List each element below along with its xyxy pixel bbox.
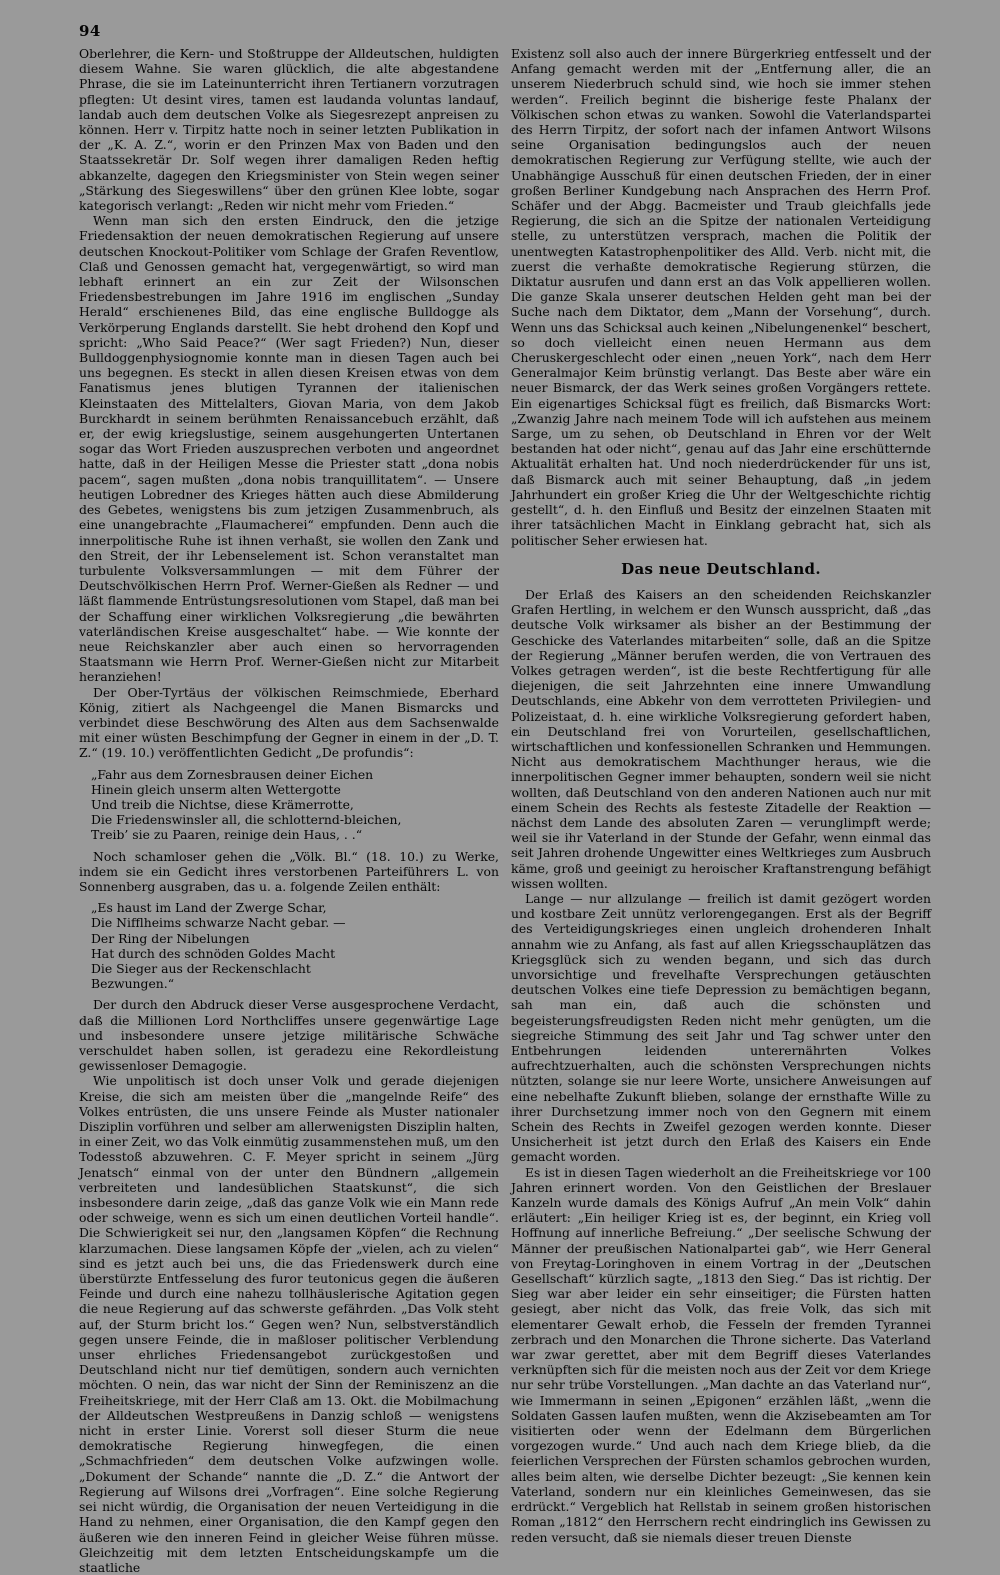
verse-line: Treib’ sie zu Paaren, reinige dein Haus, . .“: [91, 827, 363, 843]
paragraph: Wenn man sich den ersten Eindruck, den die jetzige Friedensaktion der neuen demokratischen Regierung auf unsere deutschen Knockout-Politiker vom Schlage der Grafen Reventlow, Claß und Genossen gemacht hat, vergegenwärtigt, so wird man lebhaft erinnert an ein zur Zeit der Wilsonschen Friedensbestrebungen im Jahre 1916 im englischen „Sunday Herald“ erschienenes Bild, das eine englische Bulldogge als Verkörperung Englands darstellt. Sie hebt drohend den Kopf und spricht: „Who Said Peace?“ (Wer sagt Frieden?) Nun, dieser Bulldoggenphysiognomie konnte man in diesen Tagen auch bei uns begegnen. Es steckt in allen diesen Kreisen etwas von dem Fanatismus jenes blutigen Tyrannen der italienischen Kleinstaaten des Mittelalters, Giovan Maria, von dem Jakob Burckhardt in seinem berühmten Renaissancebuch erzählt, daß er, der ewig kriegslustige, seinem ausgehungerten Untertanen sogar das Wort Frieden auszusprechen verboten und angeordnet hatte, daß in der Heiligen Messe die Priester statt „dona nobis pacem“, sagen mußten „dona nobis tranquillitatem“. — Unsere heutigen Lobredner des Krieges hätten auch diese Abmilderung des Gebetes, wenigstens bis zum jetzigen Zusammenbruch, als eine unangebrachte „Flaumacherei“ empfunden. Denn auch die innerpolitische Ruhe ist ihnen verhaßt, sie wollen den Zank und den Streit, der ihr Lebenselement ist. Schon veranstaltet man turbulente Volksversammlungen — mit dem Führer der Deutschvölkischen Herrn Prof. Werner-Gießen als Redner — und läßt flammende Entrüstungsresolutionen vom Stapel, daß man bei der Schaffung einer wirklichen Volksregierung „die bewährten vaterländischen Kreise ausgeschaltet“ habe. — Wie konnte der neue Reichskanzler aber auch einen so hervorragenden Staatsmann wie Herrn Prof. Werner-Gießen nicht zur Mitarbeit heranziehen!: [79, 213, 499, 685]
paragraph: Wie unpolitisch ist doch unser Volk und gerade diejenigen Kreise, die sich am meisten über die „mangelnde Reife“ des Volkes entrüsten, die uns unsere Feinde als Muster nationaler Disziplin vorführen und selber am allerwenigsten Disziplin halten, in einer Zeit, wo das Volk einmütig zusammenstehen muß, um den Todesstoß abzuwehren. C. F. Meyer spricht in seinem „Jürg Jenatsch“ einmal von der unter den Bündnern „allgemein verbreiteten und landesüblichen Staatskunst“, die sich insbesondere darin zeige, „daß das ganze Volk wie ein Mann rede oder schweige, wenn es sich um einen deutlichen Vorteil handle“. Die Schwierigkeit sei nur, den „langsamen Köpfen“ die Rechnung klarzumachen. Diese langsamen Köpfe der „vielen, ach zu vielen“ sind es jetzt auch bei uns, die das Friedenswerk durch eine überstürzte Entfesselung des furor teutonicus gegen die äußeren Feinde und durch eine nahezu tollhäuslerische Agitation gegen die neue Regierung auf das schwerste gefährden. „Das Volk steht auf, der Sturm bricht los.“ Gegen wen? Nun, selbstverständlich gegen unsere Feinde, die in maßloser politischer Verblendung unser ehrliches Friedensangebot zurückgestoßen und Deutschland nicht nur tief demütigen, sondern auch vernichten möchten. O nein, das war nicht der Sinn der Reminiszenz an die Freiheitskriege, mit der Herr Claß am 13. Okt. die Mobilmachung der Alldeutschen Westpreußens in Danzig schloß — wenigstens nicht in erster Linie. Vorerst soll dieser Sturm die neue demokratische Regierung hinwegfegen, die einen „Schmachfrieden“ dem deutschen Volke aufzwingen wolle. „Dokument der Schande“ nannte die „D. Z.“ die Antwort der Regierung auf Wilsons drei „Vorfragen“. Eine solche Regierung sei nicht würdig, die Organisation der neuen Verteidigung in die Hand zu nehmen, einer Organisation, die den Kampf gegen den äußeren wie den inneren Feind in gleicher Weise führen müsse. Gleichzeitig mit dem letzten Entscheidungskampfe um die staatliche: [79, 1073, 499, 1575]
left-column: [79, 46, 499, 1575]
verse-line: Die Sieger aus der Reckenschlacht: [91, 960, 311, 976]
verse-line: Und treib die Nichtse, diese Krämerrotte,: [91, 796, 354, 812]
verse-line: Der Ring der Nibelungen: [91, 930, 250, 946]
paragraph: Oberlehrer, die Kern- und Stoßtruppe der Alldeutschen, huldigten diesem Wahne. Sie waren glücklich, die alte abgestandene Phrase, die sie im Lateinunterricht ihren Tertianern vorzutragen pflegten: Ut desint vires, tamen est laudanda voluntas landauf, landab auch dem deutschen Volke als Siegesrezept anpreisen zu können. Herr v. Tirpitz hatte noch in seiner letzten Publikation in der „K. A. Z.“, worin er den Prinzen Max von Baden und den Staatssekretär Dr. Solf wegen ihrer damaligen Reden heftig abkanzelte, dagegen den Kriegsminister von Stein wegen seiner „Stärkung des Siegeswillens“ über den grünen Klee lobte, sogar kategorisch verlangt: „Reden wir nicht mehr vom Frieden.“: [79, 46, 499, 214]
paragraph: Der durch den Abdruck dieser Verse ausgesprochene Verdacht, daß die Millionen Lord Northcliffes unsere gegenwärtige Lage und insbesondere unsere jetzige militärische Schwäche verschuldet haben sollen, ist geradezu eine Rekordleistung gewissenloser Demagogie.: [79, 997, 499, 1074]
verse-line: Die Friedenswinsler all, die schlotternd-bleichen,: [91, 812, 402, 828]
poem-quote: [91, 900, 499, 991]
verse-line: „Es haust im Land der Zwerge Schar,: [91, 900, 327, 916]
paragraph: Noch schamloser gehen die „Völk. Bl.“ (18. 10.) zu Werke, indem sie ein Gedicht ihres verstorbenen Parteiführers L. von Sonnenberg ausgraben, das u. a. folgende Zeilen enthält:: [79, 848, 499, 894]
section-heading: Das neue Deutschland.: [621, 559, 821, 578]
right-column: [511, 46, 931, 1545]
paragraph: Es ist in diesen Tagen wiederholt an die Freiheitskriege vor 100 Jahren erinnert worden. Von den Geistlichen der Breslauer Kanzeln wurde damals des Königs Aufruf „An mein Volk“ dahin erläutert: „Ein heiliger Krieg ist es, der beginnt, ein Krieg voll Hoffnung auf innerliche Befreiung.“ „Der seelische Schwung der Männer der preußischen Nationalpartei gab“, wie Herr General von Freytag-Loringhoven in einem Vortrag in der „Deutschen Gesellschaft“ kürzlich sagte, „1813 den Sieg.“ Das ist richtig. Der Sieg war aber leider ein sehr einseitiger; die Fürsten hatten gesiegt, aber nicht das Volk, das freie Volk, das sich mit elementarer Gewalt erhob, die Fesseln der fremden Tyrannei zerbrach und den Monarchen die Throne sicherte. Das Vaterland war zwar gerettet, aber mit dem Begriff dieses Vaterlandes verknüpften sich für die meisten noch aus der Zeit vor dem Kriege nur sehr trübe Vorstellungen. „Man dachte an das Vaterland nur“, wie Immermann in seinen „Epigonen“ erzählen läßt, „wenn die Soldaten Gassen laufen mußten, wenn die Akzisebeamten am Tor visitierten oder wenn der Edelmann dem Bürgerlichen vorgezogen wurde.“ Und auch nach dem Kriege blieb, da die feierlichen Versprechen der Fürsten schamlos gebrochen wurden, alles beim alten, wie derselbe Dichter bezeugt: „Sie kennen kein Vaterland, sondern nur ein kleinliches Gemeinwesen, das sie erdrückt.“ Vergeblich hat Rellstab in seinem großen historischen Roman „1812“ den Herrschern recht eindringlich ins Gewissen zu reden versucht, daß sie niemals dieser treuen Dienste: [511, 1164, 931, 1545]
page-number: 94: [79, 22, 101, 40]
poem-quote: [91, 767, 499, 843]
verse-line: „Fahr aus dem Zornesbrausen deiner Eichen: [91, 766, 374, 782]
paragraph: Lange — nur allzulange — freilich ist damit gezögert worden und kostbare Zeit unnütz verlorengegangen. Erst als der Begriff des Verteidigungskrieges einen ungleich drohenderen Inhalt annahm wie zu Anfang, als fast auf allen Kriegsschauplätzen das Kriegsglück sich zu wenden begann, und sich das durch unvorsichtige und frevelhafte Versprechungen getäuschten deutschen Volkes eine tiefe Depression zu bemächtigen begann, sah man ein, daß auch die schönsten und begeisterungsfreudigsten Reden nicht mehr genügten, um die siegreiche Stimmung des seit Jahr und Tag schwer unter den Entbehrungen leidenden unterernährten Volkes aufrechtzuerhalten, auch die schönsten Versprechungen nichts nützten, solange sie nur leere Worte, unsichere Anweisungen auf eine nebelhafte Zukunft blieben, solange der ernsthafte Wille zu ihrer Durchsetzung immer noch von den Gegnern mit einem Schein des Rechts in Zweifel gezogen werden konnte. Dieser Unsicherheit ist jetzt durch den Erlaß des Kaisers ein Ende gemacht worden.: [511, 890, 931, 1165]
verse-line: Bezwungen.“: [91, 976, 175, 992]
verse-line: Die Nifflheims schwarze Nacht gebar. —: [91, 915, 346, 931]
paragraph: Der Erlaß des Kaisers an den scheidenden Reichskanzler Grafen Hertling, in welchem er den Wunsch ausspricht, daß „das deutsche Volk wirksamer als bisher an der Bestimmung der Geschicke des Vaterlandes mitarbeiten“ solle, daß an die Spitze der Regierung „Männer berufen werden, die von Vertrauen des Volkes getragen werden“, ist die beste Rechtfertigung für alle diejenigen, die seit Jahrzehnten eine innere Umwandlung Deutschlands, eine Abkehr von dem verrotteten Privilegien- und Polizeistaat, d. h. eine wirkliche Volksregierung gefordert haben, ein Deutschland frei von Vorurteilen, gesellschaftlichen, wirtschaftlichen und konfessionellen Schranken und Hemmungen. Nicht aus demokratischem Machthunger heraus, wie die innerpolitischen Gegner immer behaupten, sondern weil sie nicht wollten, daß Deutschland von den anderen Nationen auch nur mit einem Schein des Rechts als festeste Zitadelle der Reaktion — nächst dem Lande des absoluten Zaren — verunglimpft werde; weil sie ihr Vaterland in der Stunde der Gefahr, wenn einmal das seit Jahren drohende Ungewitter eines Weltkrieges zum Ausbruch käme, groß und geeinigt zu heroischer Kraftanstrengung befähigt wissen wollten.: [511, 586, 931, 891]
verse-line: Hat durch des schnöden Goldes Macht: [91, 945, 336, 961]
verse-line: Hinein gleich unserm alten Wettergotte: [91, 781, 341, 797]
paragraph: Der Ober-Tyrtäus der völkischen Reimschmiede, Eberhard König, zitiert als Nachgeengel die Manen Bismarcks und verbindet diese Beschwörung des Alten aus dem Sachsenwalde mit einer wüsten Beschimpfung der Gegner in einem in der „D. T. Z.“ (19. 10.) veröffentlichten Gedicht „De profundis“:: [79, 684, 499, 761]
paragraph: Existenz soll also auch der innere Bürgerkrieg entfesselt und der Anfang gemacht werden mit der „Entfernung aller, die an unserem Niederbruch schuld sind, wie hoch sie immer stehen werden“. Freilich beginnt die bisherige feste Phalanx der Völkischen schon etwas zu wanken. Sowohl die Vaterlandspartei des Herrn Tirpitz, der sofort nach der infamen Antwort Wilsons seine Organisation bedingungslos auch der neuen demokratischen Regierung zur Verfügung stellte, wie auch der Unabhängige Ausschuß für einen deutschen Frieden, der in einer großen Berliner Kundgebung nach Ansprachen des Herrn Prof. Schäfer und der Abgg. Bacmeister und Traub gleichfalls jede Regierung, die sich an die Spitze der nationalen Verteidigung stelle, zu unterstützen versprach, machen die Politik der unentwegten Katastrophenpolitiker des Alld. Verb. nicht mit, die zuerst die verhaßte demokratische Regierung stürzen, die Diktatur ausrufen und dann erst an das Volk appellieren wollen. Die ganze Skala unserer deutschen Helden geht man bei der Suche nach dem Diktator, dem „Mann der Vorsehung“, durch. Wenn uns das Schicksal auch keinen „Nibelungenenkel“ beschert, so doch vielleicht einen neuen Hermann aus dem Cheruskergeschlecht oder einen „neuen York“, nach dem Herr Generalmajor Keim brünstig verlangt. Das Beste aber wäre ein neuer Bismarck, der das Werk seines großen Vorgängers rettete. Ein eigenartiges Schicksal fügt es freilich, daß Bismarcks Wort: „Zwanzig Jahre nach meinem Tode will ich aufstehen aus meinem Sarge, um zu sehen, ob Deutschland in Ehren vor der Welt bestanden hat oder nicht“, genau auf das Jahr eine erschütternde Aktualität erhalten hat. Und noch niederdrückender für uns ist, daß Bismarck auch mit seiner Behauptung, daß „in jedem Jahrhundert ein großer Krieg die Uhr der Weltgeschichte richtig gestellt“, d. h. den Einfluß und Besitz der einzelnen Staaten mit ihrer tatsächlichen Macht in Einklang gebracht hat, sich als politischer Seher erwiesen hat.: [511, 46, 931, 548]
